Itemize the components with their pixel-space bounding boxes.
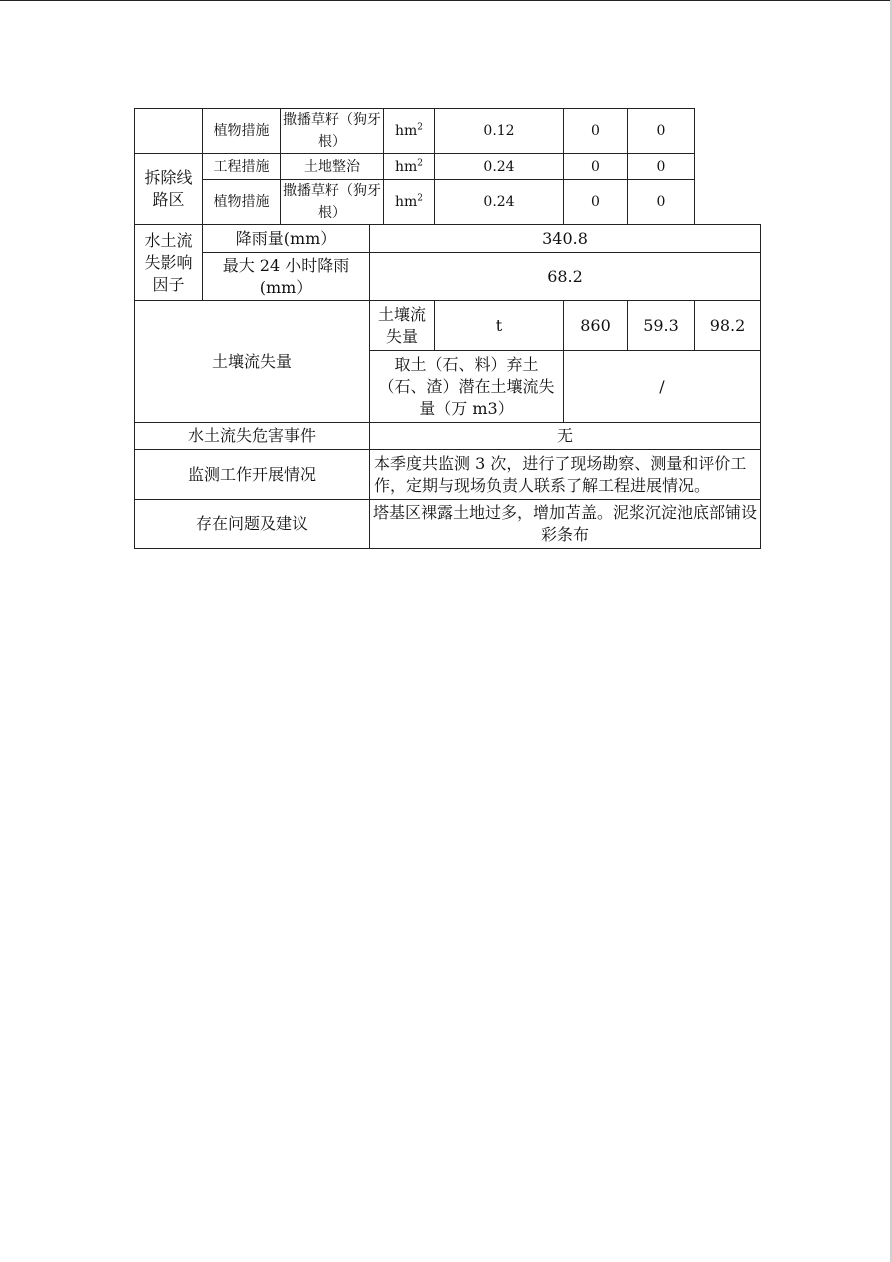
- content-cell: 撒播草籽（狗牙根）: [281, 109, 384, 154]
- soil-loss-unit: t: [435, 301, 564, 351]
- issues-label: 存在问题及建议: [135, 500, 370, 549]
- rainfall-value: 340.8: [370, 225, 761, 253]
- monitoring-value: 本季度共监测 3 次，进行了现场勘察、测量和评价工作，定期与现场负责人联系了解工程进展情况。: [370, 450, 761, 500]
- table-row: [135, 500, 761, 549]
- value-cell: 0: [564, 180, 628, 225]
- value-cell: 0: [564, 109, 628, 154]
- value-cell: 0: [628, 109, 695, 154]
- soil-loss-value: 59.3: [628, 301, 695, 351]
- area-cell-empty: [135, 109, 203, 154]
- table-row: [135, 423, 761, 450]
- issues-value: 塔基区裸露土地过多，增加苫盖。泥浆沉淀池底部铺设彩条布: [370, 500, 761, 549]
- monitoring-label: 监测工作开展情况: [135, 450, 370, 500]
- value-cell: 0: [628, 154, 695, 180]
- value-cell: 0.24: [435, 180, 564, 225]
- soil-loss-value: 98.2: [695, 301, 761, 351]
- table-row: [135, 154, 761, 180]
- hazard-value: 无: [370, 423, 761, 450]
- page-top-border: [0, 0, 892, 1]
- table-row: [135, 253, 761, 301]
- area-cell: 拆除线路区: [135, 154, 203, 225]
- soil-loss-label: 土壤流失量: [135, 301, 370, 423]
- value-cell: 0: [564, 154, 628, 180]
- value-cell: 0.24: [435, 154, 564, 180]
- table-row: [135, 109, 761, 154]
- unit-cell: $hm^2$: [384, 109, 435, 154]
- monitoring-report-table: [134, 108, 761, 549]
- unit-cell: $hm^2$: [384, 180, 435, 225]
- content-cell: 撒播草籽（狗牙根）: [281, 180, 384, 225]
- soil-loss-sublabel: 土壤流失量: [370, 301, 435, 351]
- value-cell: 0.12: [435, 109, 564, 154]
- spoil-loss-value: /: [564, 351, 761, 423]
- hazard-label: 水土流失危害事件: [135, 423, 370, 450]
- measure-cell: 植物措施: [203, 180, 281, 225]
- table-row: [135, 450, 761, 500]
- rainfall-label: 降雨量(mm）: [203, 225, 370, 253]
- content-cell: 土地整治: [281, 154, 384, 180]
- table-row: [135, 301, 761, 351]
- soil-loss-value: 860: [564, 301, 628, 351]
- max24-rainfall-value: 68.2: [370, 253, 761, 301]
- measure-cell: 工程措施: [203, 154, 281, 180]
- table-row: [135, 225, 761, 253]
- table-row: [135, 180, 761, 225]
- spoil-loss-label: 取土（石、料）弃土（石、渣）潜在土壤流失量（万 m3）: [370, 351, 564, 423]
- max24-rainfall-label: 最大 24 小时降雨(mm）: [203, 253, 370, 301]
- measure-cell: 植物措施: [203, 109, 281, 154]
- value-cell: 0: [628, 180, 695, 225]
- unit-cell: $hm^2$: [384, 154, 435, 180]
- factors-label: 水土流失影响因子: [135, 225, 203, 301]
